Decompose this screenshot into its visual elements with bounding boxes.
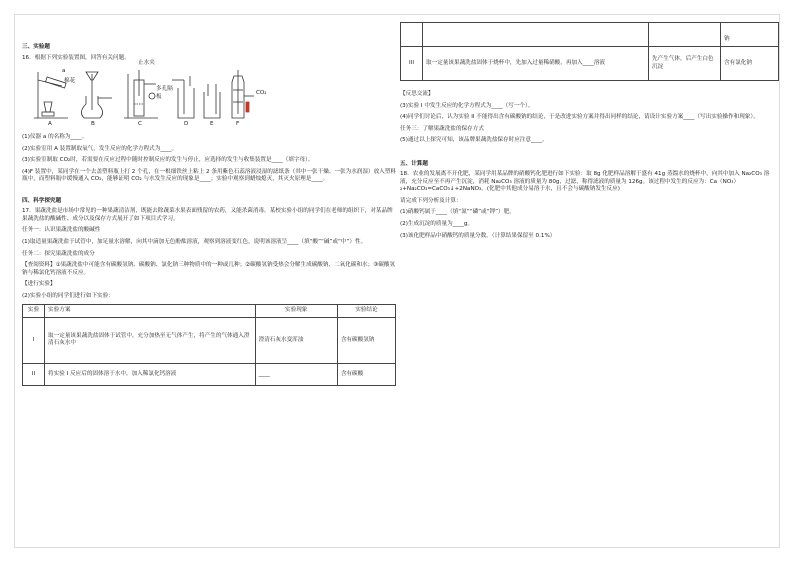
table-cell: II xyxy=(23,363,45,385)
table-cell: 将实验 I 反应后的固体溶于水中，加入稀氯化钙溶液 xyxy=(45,363,256,385)
apparatus-e xyxy=(204,84,220,118)
table-cell xyxy=(649,23,721,47)
table-cell: III xyxy=(401,47,423,81)
header-cell: 实验 xyxy=(23,305,45,318)
label-plate: 多孔隔板 xyxy=(156,86,173,100)
q16-part2: (2)实验室用 A 装置制取氧气，发生反应的化学方程式为____。 xyxy=(22,145,178,152)
q18-part2: (2)生成沉淀的质量为____g。 xyxy=(400,221,474,228)
apparatus-d xyxy=(172,76,194,118)
apparatus-a xyxy=(34,72,68,118)
label-B: B xyxy=(91,121,95,128)
section-3-title: 三、实验题 xyxy=(22,44,50,50)
table-cell: ____ xyxy=(255,363,337,385)
table-cell: 取一定量该果蔬洗盐固体于试管中，充分加热至无气体产生，将产生的气体通入澄清石灰水中 xyxy=(45,317,256,363)
q16-part3: (3)实验室制取 CO₂时，若需要在反应过程中随时控制反应的发生与停止，应选择的发生与收集装置是____（填字母）。 xyxy=(22,157,314,164)
label-D: D xyxy=(184,121,189,128)
table-cell: 含有碳酸氢钠 xyxy=(337,317,395,363)
experiment-table xyxy=(22,304,396,386)
table-cell: 澄清石灰水变浑浊 xyxy=(255,317,337,363)
right-column xyxy=(400,22,778,244)
apparatus-f xyxy=(232,70,254,118)
section-5-title: 五、计算题 xyxy=(400,160,428,167)
table-row xyxy=(23,363,396,385)
table-row xyxy=(23,317,396,363)
header-cell: 实验结论 xyxy=(337,305,395,318)
reflection-q5: (5)通过以上探究可知，该品牌果蔬洗盐保存时应注意____。 xyxy=(400,137,548,144)
q18-intro: 请完成下列分析及计算： xyxy=(400,197,462,204)
table-cell: 先产生气体，后产生白色沉淀 xyxy=(649,47,721,81)
label-clamp: 止水夹 xyxy=(138,60,155,67)
task-2-title: 任务二：探究果蔬洗盐的成分 xyxy=(22,250,95,257)
label-A: A xyxy=(48,121,52,128)
table-cell: 钠 xyxy=(721,23,779,47)
q18-part1: (1)硝酸钙属于____（填“氮”“磷”或“钾”）肥。 xyxy=(400,209,515,216)
question-17: 17．果蔬洗盐是市场中常见的一种果蔬清洁剂，既能去除蔬菜水果表面残留的农药，又能杀菌消毒。某校实验小组的同学们在老师的组织下，对某品牌果蔬洗盐的酸碱性、成分以及保存方式展开了如下项目式学习。 xyxy=(22,208,393,222)
experiment-heading: 【进行实验】 xyxy=(22,281,56,288)
apparatus-b xyxy=(81,72,112,118)
table-cell xyxy=(401,23,423,47)
reflection-heading: 【反思交流】 xyxy=(400,91,434,97)
section-4-title: 四、科学探究题 xyxy=(22,197,62,204)
table-row xyxy=(401,47,779,81)
reflection-q4: (4)同学们讨论后，认为实验 II 不能得出含有碳酸钠的结论，于是改进实验方案并得出同样的结论，请设计实验方案____（写出实验操作和现象）。 xyxy=(400,114,759,121)
label-C: C xyxy=(138,121,142,128)
task-1-text: (1)取适量果蔬洗盐于试管中，加足量水溶解，向其中滴加无色酚酞溶液，观察到溶液变红色，说明该溶液呈____（填“酸”“碱”或“中”）性。 xyxy=(22,239,367,246)
q16-part4: (4)F 装置中，某同学在一个去盖塑料瓶上打 2 个孔，在一根细铁丝上粘上 2 条用紫色石蕊溶液浸湿的滤纸条（其中一张干燥、一张为水润湿）放入塑料瓶中，而塑料瓶中缓慢通入 CO₂，能够证明 CO₂ 与水发生反应的现象是____；实验中观察到蜡烛熄灭，其灭火原理是____。 xyxy=(22,168,396,183)
task-1-title: 任务一：认识果蔬洗盐的酸碱性 xyxy=(22,227,101,234)
header-cell: 实验现象 xyxy=(255,305,337,318)
header-cell: 实验方案 xyxy=(45,305,256,318)
table-header-row xyxy=(23,305,396,318)
apparatus-drawing xyxy=(28,66,278,128)
q18-part3: (3)该化肥样品中硝酸钙的质量分数。（计算结果保留至 0.1%） xyxy=(400,232,556,239)
label-F: F xyxy=(236,121,240,128)
question-18: 18．农业的发展离不开化肥，某同学用某品牌的硝酸钙化肥进行如下实验：取 8g 化肥样品溶解于盛有 41g 蒸馏水的烧杯中，向其中加入 Na₂CO₃ 溶液，充分反应至不再产生沉淀，消耗 Na₂CO₃ 溶液的质量为 80g，过滤，称得滤液的质量为 126g。该过程中发生的反应为：Ca（NO₃）₂+Na₂CO₃=CaCO₃↓+2NaNO₃。(化肥中其他成分易溶于水，且不会与碳酸钠发生反应) xyxy=(400,171,770,193)
apparatus-figure xyxy=(28,60,278,128)
question-16: 16．根据下列实验装置图，回答有关问题。 xyxy=(22,54,130,61)
table-cell: 含有碳酸 xyxy=(337,363,395,385)
reflection-q3: (3)实验 I 中发生反应的化学方程式为____（写一个）。 xyxy=(400,102,534,109)
experiment-intro: (2)实验小组的同学们进行如下实验： xyxy=(22,292,114,299)
label-a: a xyxy=(62,68,66,75)
reference-material: 【查阅资料】①果蔬洗盐中可能含有碳酸氢钠、碳酸钠、氯化钠三种物质中的一种或几种；②碳酸氢钠受热会分解生成碳酸钠、二氧化碳和水；③碳酸氢钠与稀氯化钙溶液不反应。 xyxy=(22,262,396,276)
left-column xyxy=(22,44,396,386)
table-cell: 含有氯化钠 xyxy=(721,47,779,81)
q16-part1: (1)仪器 a 的名称为____。 xyxy=(22,134,88,141)
table-cell: I xyxy=(23,317,45,363)
task-3-title: 任务三：了解果蔬洗盐的保存方式 xyxy=(400,125,484,132)
label-co2: CO₂ xyxy=(256,90,267,97)
apparatus-c xyxy=(124,70,158,118)
label-E: E xyxy=(210,121,214,128)
label-cotton: 棉花 xyxy=(64,78,76,85)
table-row xyxy=(401,23,779,47)
experiment-table-continued xyxy=(400,22,779,81)
table-cell xyxy=(423,23,649,47)
table-cell: 取一定量该果蔬洗盐固体于烧杯中，先加入过量稀硝酸，再加入____溶液 xyxy=(423,47,649,81)
